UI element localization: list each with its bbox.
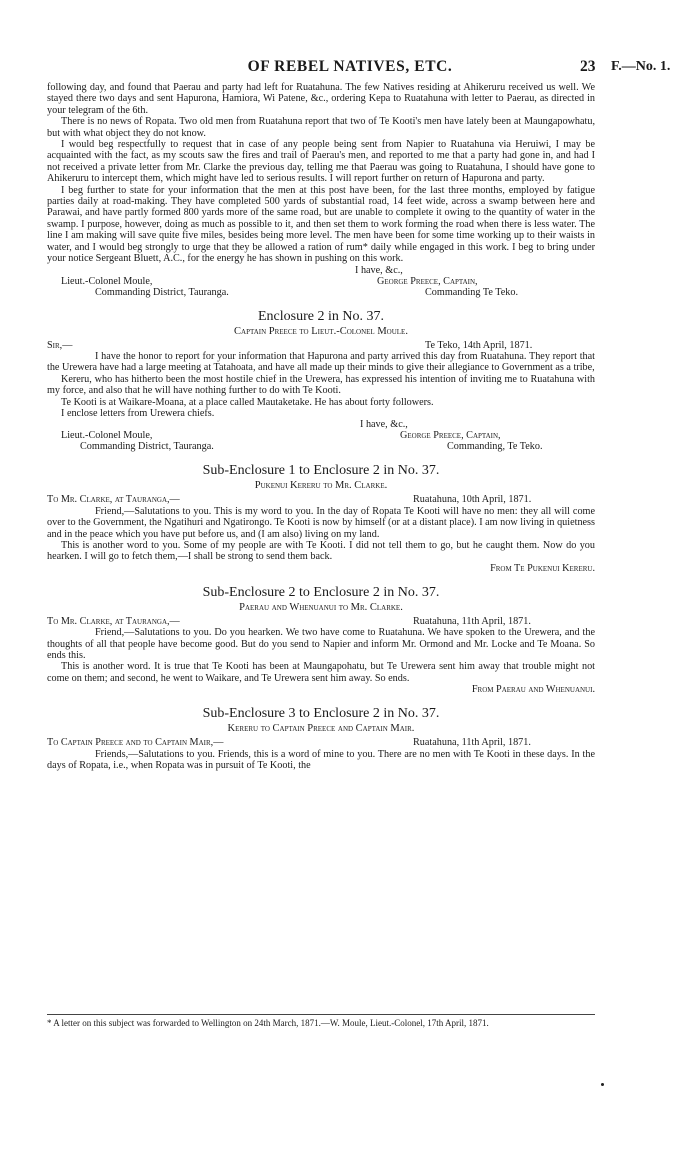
- paragraph: I enclose letters from Urewera chiefs.: [61, 407, 215, 419]
- signature-block: [47, 419, 595, 453]
- paragraph: Friends,—Salutations to you. Friends, this is a word of mine to you. There are no men with Te Kooti in these days. In the days of Ropata, i.e., when Ropata was in pursuit of Te Kooti, the: [47, 748, 595, 771]
- paragraph: Kereru, who has hitherto been the most hostile chief in the Urewera, has expressed his intention of inviting me to Ruatahuna with my force, and also that he will have nothing further to do with Te Kooti.: [47, 373, 595, 397]
- signature: From Paerau and Whenuanui.: [471, 684, 595, 696]
- paragraph: There is no news of Ropata. Two old men from Ruatahuna report that two of Te Kooti's men have lately been at Maungapowhatu, but with what object they do not know.: [47, 116, 595, 139]
- sub-enclosure-1: [47, 463, 595, 574]
- paragraph: following day, and found that Paerau and party had left for Ruatahuna. The few Natives residing at Ahikeruru received us well. We stayed there two days and sent Hapurona, Hamiora, Wi Patene, &c., ordering Kepa to Ruatahuna with letter to Paerau, as directed in your telegram of the 6th.: [47, 82, 595, 116]
- place-date: Te Teko, 14th April, 1871.: [425, 339, 533, 351]
- addressee-name: Lieut.-Colonel Moule,: [61, 430, 153, 442]
- signature: From Te Pukenui Kereru.: [490, 562, 595, 574]
- place-date: Ruatahuna, 10th April, 1871.: [413, 494, 532, 506]
- enclosure-2: [47, 309, 595, 454]
- page-header: [0, 58, 700, 78]
- letter-heading-row: [47, 340, 595, 351]
- sub-enclosure-2: [47, 585, 595, 696]
- enclosure-subtitle: Captain Preece to Lieut.-Colonel Moule.: [234, 325, 408, 337]
- paragraph: I would beg respectfully to request that in case of any people being sent from Napier to Ruatahuna via Heruiwi, I may be acquainted with the fact, as my scouts saw the fires and trail of Paerau's men, and reported to me that a party had gone in, and had I not received a private letter from Mr. Clarke the previous day, telling me that Paerau was going to Ruatahuna, I should have gone to Ahikeruru to intercept them, which might have led to serious results. I will report further on return of Hapurona and party.: [47, 139, 595, 185]
- enclosure-subtitle: Kereru to Captain Preece and Captain Mair.: [227, 723, 415, 735]
- letter-heading-row: [47, 737, 595, 748]
- closing: I have, &c.,: [360, 419, 408, 431]
- enclosure-subtitle: Paerau and Whenuanui to Mr. Clarke.: [239, 601, 403, 613]
- recipient-line: To Mr. Clarke, at Tauranga,—: [47, 494, 180, 506]
- page-number: 23: [580, 58, 596, 75]
- addressee-title: Commanding District, Tauranga.: [95, 286, 229, 298]
- paragraph: Friend,—Salutations to you. Do you hearken. We two have come to Ruatahuna. We have spoken to the Urewera, and the thoughts of all that people have become good. But do you send to Napier and inform Mr. Ormond and Mr. Locke and Te Moana. So ends this.: [47, 627, 595, 661]
- enclosure-title: Sub-Enclosure 3 to Enclosure 2 in No. 37.: [202, 706, 440, 722]
- paragraph: Te Kooti is at Waikare-Moana, at a place called Mautaketake. He has about forty followers.: [61, 396, 434, 408]
- paragraph: This is another word to you. Some of my people are with Te Kooti. I did not tell them to go, but he caught them. Now do you hearken. I will go to fetch them,—I shall be strong to send them back.: [47, 539, 595, 563]
- signature-block: [47, 265, 595, 299]
- enclosure-title: Sub-Enclosure 2 to Enclosure 2 in No. 37.: [202, 584, 440, 600]
- letter-continuation: [47, 82, 595, 299]
- page-title: OF REBEL NATIVES, ETC.: [247, 58, 453, 75]
- paragraph: I have the honor to report for your information that Hapurona and party arrived this day from Ruatahuna. They report that the Urewera have had a large meeting at Tatahoata, and have all made up their minds to give their allegiance to Government as a tribe,: [47, 350, 595, 374]
- addressee-name: Lieut.-Colonel Moule,: [61, 275, 153, 287]
- salutation: Sir,—: [47, 339, 73, 351]
- enclosure-title: Enclosure 2 in No. 37.: [258, 308, 384, 324]
- document-reference: F.—No. 1.: [611, 59, 671, 74]
- sender-title: Commanding, Te Teko.: [447, 441, 543, 453]
- closing: I have, &c.,: [355, 264, 403, 276]
- addressee-title: Commanding District, Tauranga.: [80, 441, 214, 453]
- enclosure-subtitle: Pukenui Kereru to Mr. Clarke.: [254, 480, 388, 492]
- letter-heading-row: [47, 494, 595, 505]
- paragraph: Friend,—Salutations to you. This is my word to you. In the day of Ropata Te Kooti will have no men: they all will come over to the Government, the Ngatihuri and Ngatirongo. Te Kooti is now by himself (or at a distant place). I am now living in quietness and in the peace which you have put before us, and (I am also) living on my land.: [47, 505, 595, 540]
- paragraph: This is another word. It is true that Te Kooti has been at Maungapohatu, but Te Urewera sent him away that trouble might not come on them; and second, he went to Waikare, and Te Urewera sent him away. So ends.: [47, 661, 595, 684]
- recipient-line: To Captain Preece and to Captain Mair,—: [47, 737, 224, 749]
- scan-mark: [601, 1083, 604, 1086]
- paragraph: I beg further to state for your information that the men at this post have been, for the last three months, employed by fatigue parties daily at road-making. They have completed 500 yards of substantial road, 14 feet wide, across a swamp between here and Parawai, and have partly formed 800 yards more of the same road, but are unable to complete it owing to the quantity of water in the swamp. I purpose, however, doing as much as possible to it, and then set them to work forming the road when there is less water. The line I am making will save quite five miles, besides being more level. The men have been for some time working up to their waists in water, and I would beg strongly to urge that they be allowed a ration of rum* daily while engaged in this work. I beg to bring under your notice Sergeant Bluett, A.C., for the energy he has shown in pushing on this work.: [47, 184, 595, 265]
- recipient-line: To Mr. Clarke, at Tauranga,—: [47, 615, 180, 627]
- sub-enclosure-3: [47, 706, 595, 771]
- sender-title: Commanding Te Teko.: [425, 286, 518, 298]
- footnote: * A letter on this subject was forwarded to Wellington on 24th March, 1871.—W. Moule, Lieut.-Colonel, 17th April, 1871.: [47, 1018, 489, 1028]
- place-date: Ruatahuna, 11th April, 1871.: [413, 737, 531, 749]
- sender-name: George Preece, Captain,: [377, 275, 478, 287]
- enclosure-title: Sub-Enclosure 1 to Enclosure 2 in No. 37.: [202, 463, 440, 479]
- footnote-divider: [47, 1014, 595, 1015]
- place-date: Ruatahuna, 11th April, 1871.: [413, 615, 531, 627]
- sender-name: George Preece, Captain,: [400, 430, 501, 442]
- letter-heading-row: [47, 616, 595, 627]
- document-body: [47, 82, 595, 771]
